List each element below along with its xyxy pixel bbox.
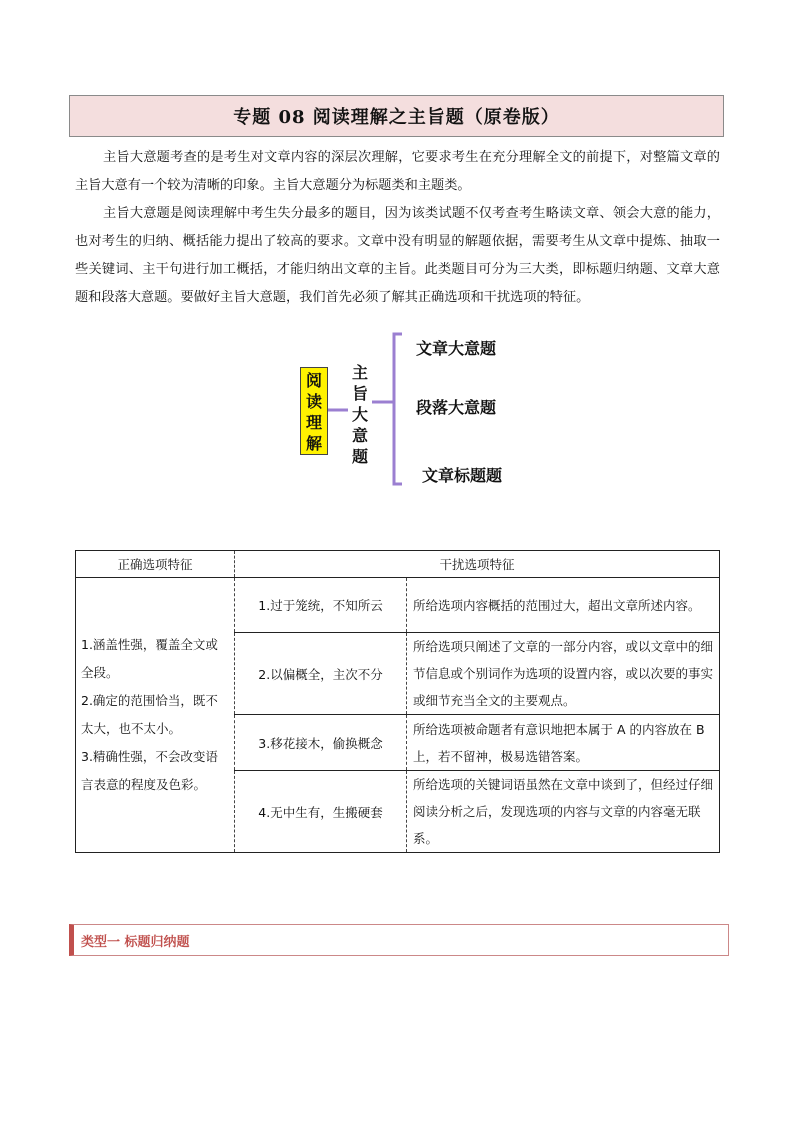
- features-table: [75, 550, 720, 853]
- mindmap-root-char: 读: [305, 392, 322, 411]
- mindmap-root-char: 阅: [305, 371, 322, 390]
- distractor-type: 4.无中生有，生搬硬套: [235, 771, 407, 853]
- correct-feature-line: 1.涵盖性强，覆盖全文或: [81, 637, 218, 652]
- mindmap-sub-char: 题: [351, 447, 368, 466]
- distractor-desc: 所给选项被命题者有意识地把本属于 A 的内容放在 B 上，若不留神，极易选错答案。: [407, 715, 720, 771]
- correct-feature-line: 太大，也不太小。: [81, 721, 182, 736]
- distractor-type: 1.过于笼统，不知所云: [235, 578, 407, 633]
- mindmap-sub-char: 旨: [351, 384, 368, 403]
- page-title-box: [69, 95, 724, 137]
- distractor-type: 3.移花接木，偷换概念: [235, 715, 407, 771]
- correct-feature-line: 全段。: [81, 665, 119, 680]
- page-title: 专题 08 阅读理解之主旨题（原卷版）: [233, 107, 560, 128]
- mindmap-sub-char: 意: [351, 426, 368, 445]
- mindmap-sub-char: 主: [351, 363, 368, 382]
- mindmap-branch-article: 文章大意题: [416, 339, 497, 358]
- mindmap-root-char: 解: [305, 434, 322, 453]
- correct-features-cell: [76, 578, 235, 853]
- correct-feature-line: 言表意的程度及色彩。: [81, 777, 207, 792]
- mindmap-root: [300, 367, 328, 455]
- correct-feature-line: 2.确定的范围恰当，既不: [81, 693, 218, 708]
- section-header: [69, 924, 729, 956]
- section-title: 类型一 标题归纳题: [81, 934, 190, 950]
- mindmap-sub-char: 大: [351, 405, 368, 424]
- header-distractor: 干扰选项特征: [235, 551, 720, 578]
- header-correct: 正确选项特征: [76, 551, 235, 578]
- mindmap-root-char: 理: [305, 413, 322, 432]
- mindmap-branch-paragraph: 段落大意题: [416, 398, 497, 417]
- mindmap: [298, 330, 538, 490]
- intro-paragraph-1: 主旨大意题考查的是考生对文章内容的深层次理解，它要求考生在充分理解全文的前提下，对整篇文章的主旨大意有一个较为清晰的印象。主旨大意题分为标题类和主题类。: [75, 150, 720, 193]
- mindmap-branch-title: 文章标题题: [422, 466, 503, 485]
- distractor-type: 2.以偏概全，主次不分: [235, 633, 407, 715]
- mindmap-sub: [348, 362, 372, 467]
- distractor-desc: 所给选项内容概括的范围过大，超出文章所述内容。: [407, 578, 720, 633]
- correct-feature-line: 3.精确性强，不会改变语: [81, 749, 218, 764]
- brace: [394, 334, 402, 484]
- distractor-desc: 所给选项只阐述了文章的一部分内容，或以文章中的细节信息或个别词作为选项的设置内容，或以次要的事实或细节充当全文的主要观点。: [407, 633, 720, 715]
- intro-paragraph-2: 主旨大意题是阅读理解中考生失分最多的题目，因为该类试题不仅考查考生略读文章、领会大意的能力，也对考生的归纳、概括能力提出了较高的要求。文章中没有明显的解题依据，需要考生从文章中提炼、抽取一些关键词、主干句进行加工概括，才能归纳出文章的主旨。此类题目可分为三大类，即标题归纳题、文章大意题和段落大意题。要做好主旨大意题，我们首先必须了解其正确选项和干扰选项的特征。: [75, 206, 720, 305]
- table-row: [76, 578, 720, 633]
- distractor-desc: 所给选项的关键词语虽然在文章中谈到了，但经过仔细阅读分析之后，发现选项的内容与文章的内容毫无联系。: [407, 771, 720, 853]
- table-header-row: [76, 551, 720, 578]
